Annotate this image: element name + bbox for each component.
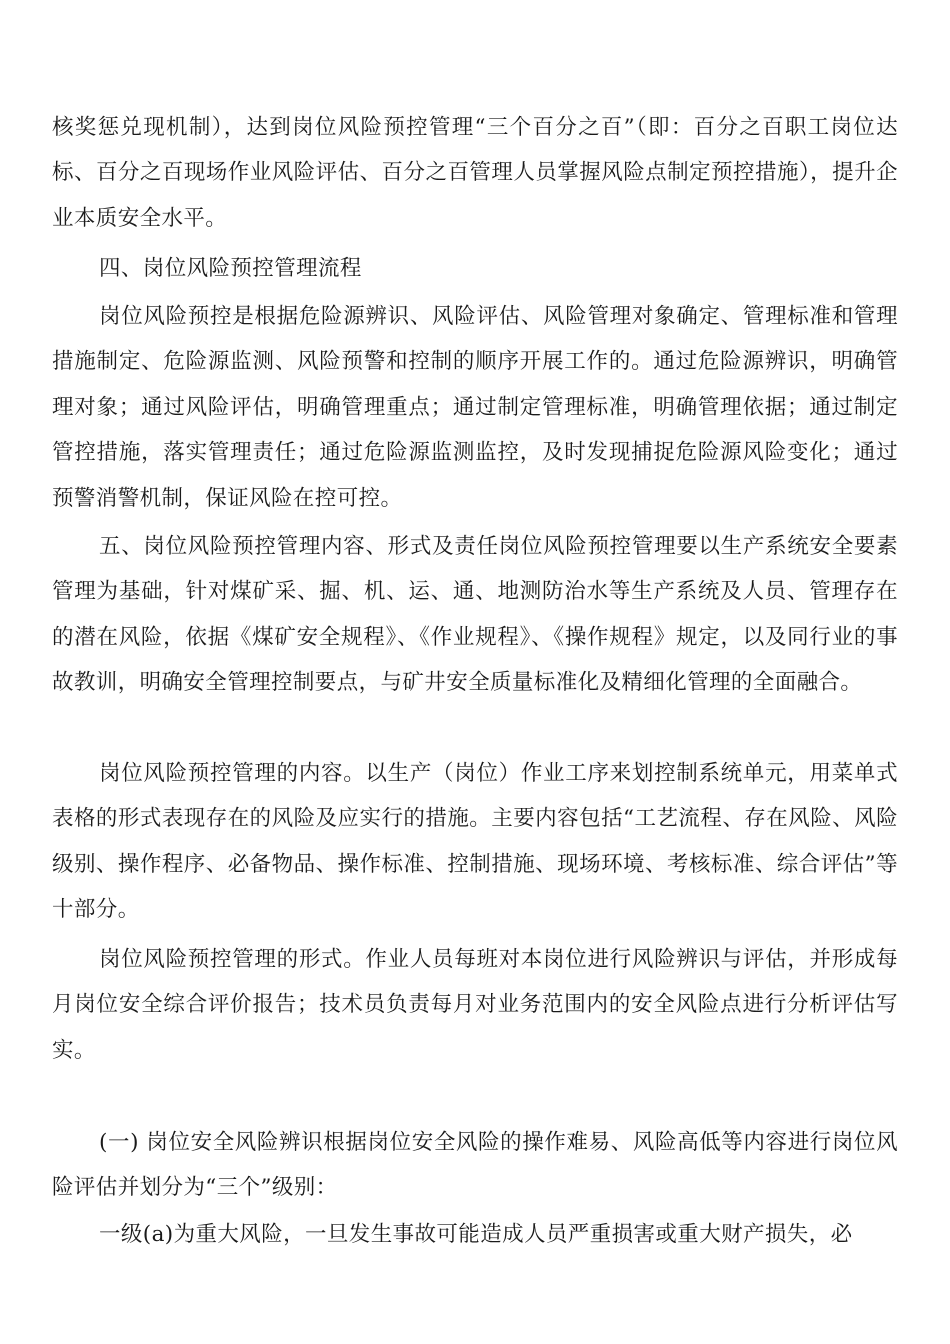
paragraph-section-five: 五、岗位风险预控管理内容、形式及责任岗位风险预控管理要以生产系统安全要素管理为基础，针对煤矿采、掘、机、运、通、地测防治水等生产系统及人员、管理存在的潜在风险，依据《煤矿安全规程》、《作业规程》、《操作规程》规定，以及同行业的事故教训，明确安全管理控制要点，与矿井安全质量标准化及精细化管理的全面融合。 xyxy=(52,534,898,696)
paragraph-management-form: 岗位风险预控管理的形式。作业人员每班对本岗位进行风险辨识与评估，并形成每月岗位安全综合评价报告；技术员负责每月对业务范围内的安全风险点进行分析评估写实。 xyxy=(52,947,898,1063)
paragraph-reward-mechanism: 核奖惩兑现机制），达到岗位风险预控管理“三个百分之百”（即：百分之百职工岗位达标、百分之百现场作业风险评估、百分之百管理人员掌握风险点制定预控措施），提升企业本质安全水平。 xyxy=(52,115,898,231)
paragraph-risk-control-process: 岗位风险预控是根据危险源辨识、风险评估、风险管理对象确定、管理标准和管理措施制定、危险源监测、风险预警和控制的顺序开展工作的。通过危险源辨识，明确管理对象；通过风险评估，明确管理重点；通过制定管理标准，明确管理依据；通过制定管控措施，落实管理责任；通过危险源监测监控，及时发现捕捉危险源风险变化；通过预警消警机制，保证风险在控可控。 xyxy=(52,304,898,511)
paragraph-management-content: 岗位风险预控管理的内容。以生产（岗位）作业工序来划控制系统单元，用菜单式表格的形式表现存在的风险及应实行的措施。主要内容包括“工艺流程、存在风险、风险级别、操作程序、必备物品、操作标准、控制措施、现场环境、考核标准、综合评估”等十部分。 xyxy=(52,761,898,923)
paragraph-risk-identification: (一) 岗位安全风险辨识根据岗位安全风险的操作难易、风险高低等内容进行岗位风险评估并划分为“三个”级别： xyxy=(52,1130,898,1201)
paragraph-level-one-risk: 一级(a)为重大风险，一旦发生事故可能造成人员严重损害或重大财产损失，必 xyxy=(99,1222,853,1247)
heading-section-four: 四、岗位风险预控管理流程 xyxy=(99,256,362,281)
